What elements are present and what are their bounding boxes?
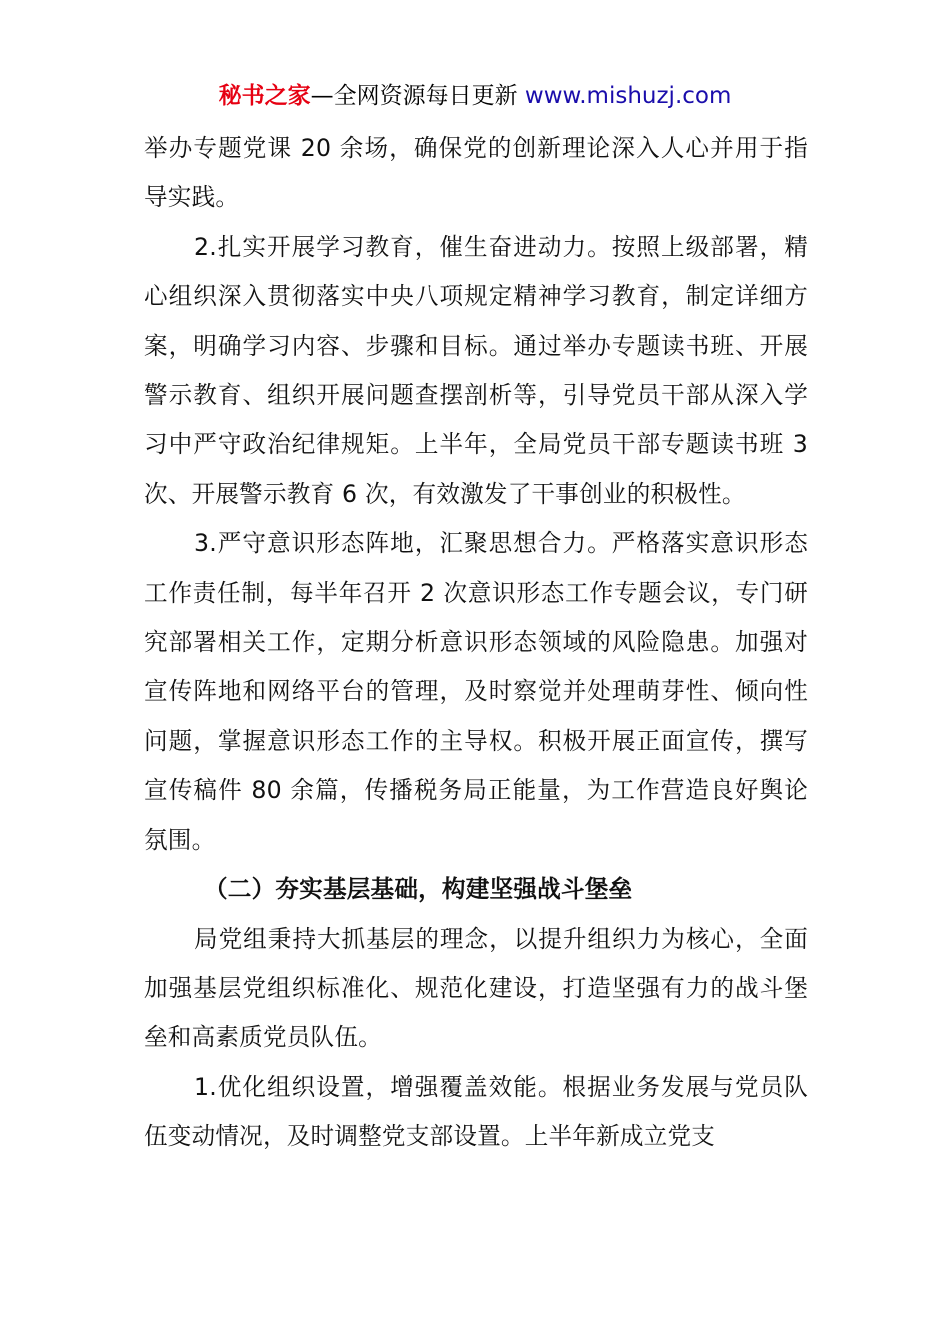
header-website-link[interactable]: www.mishuzj.com [524,83,732,109]
page-header [0,80,950,112]
paragraph-continued: 举办专题党课 20 余场，确保党的创新理论深入人心并用于指导实践。 [144,134,808,212]
paragraph-section-intro: 局党组秉持大抓基层的理念，以提升组织力为核心，全面加强基层党组织标准化、规范化建设，打造坚强有力的战斗堡垒和高素质党员队伍。 [144,924,808,1052]
document-body [144,124,808,1162]
paragraph-item-1: 1.优化组织设置，增强覆盖效能。根据业务发展与党员队伍变动情况，及时调整党支部设置。上半年新成立党支 [144,1072,808,1151]
paragraph-item-2: 2.扎实开展学习教育，催生奋进动力。按照上级部署，精心组织深入贯彻落实中央八项规定精神学习教育，制定详细方案，明确学习内容、步骤和目标。通过举办专题读书班、开展警示教育、组织开展问题查摆剖析等，引导党员干部从深入学习中严守政治纪律规矩。上半年，全局党员干部专题读书班 3 次、开展警示教育 6 次，有效激发了干事创业的积极性。 [144,232,808,508]
paragraph-item-3: 3.严守意识形态阵地，汇聚思想合力。严格落实意识形态工作责任制，每半年召开 2 次意识形态工作专题会议，专门研究部署相关工作，定期分析意识形态领域的风险隐患。加强对宣传阵地和网络平台的管理，及时察觉并处理萌芽性、倾向性问题，掌握意识形态工作的主导权。积极开展正面宣传，撰写宣传稿件 80 余篇，传播税务局正能量，为工作营造良好舆论氛围。 [144,529,808,854]
section-heading: （二）夯实基层基础，构建坚强战斗堡垒 [204,875,633,904]
header-tagline: —全网资源每日更新 [310,83,525,109]
header-brand: 秘书之家 [218,83,311,109]
